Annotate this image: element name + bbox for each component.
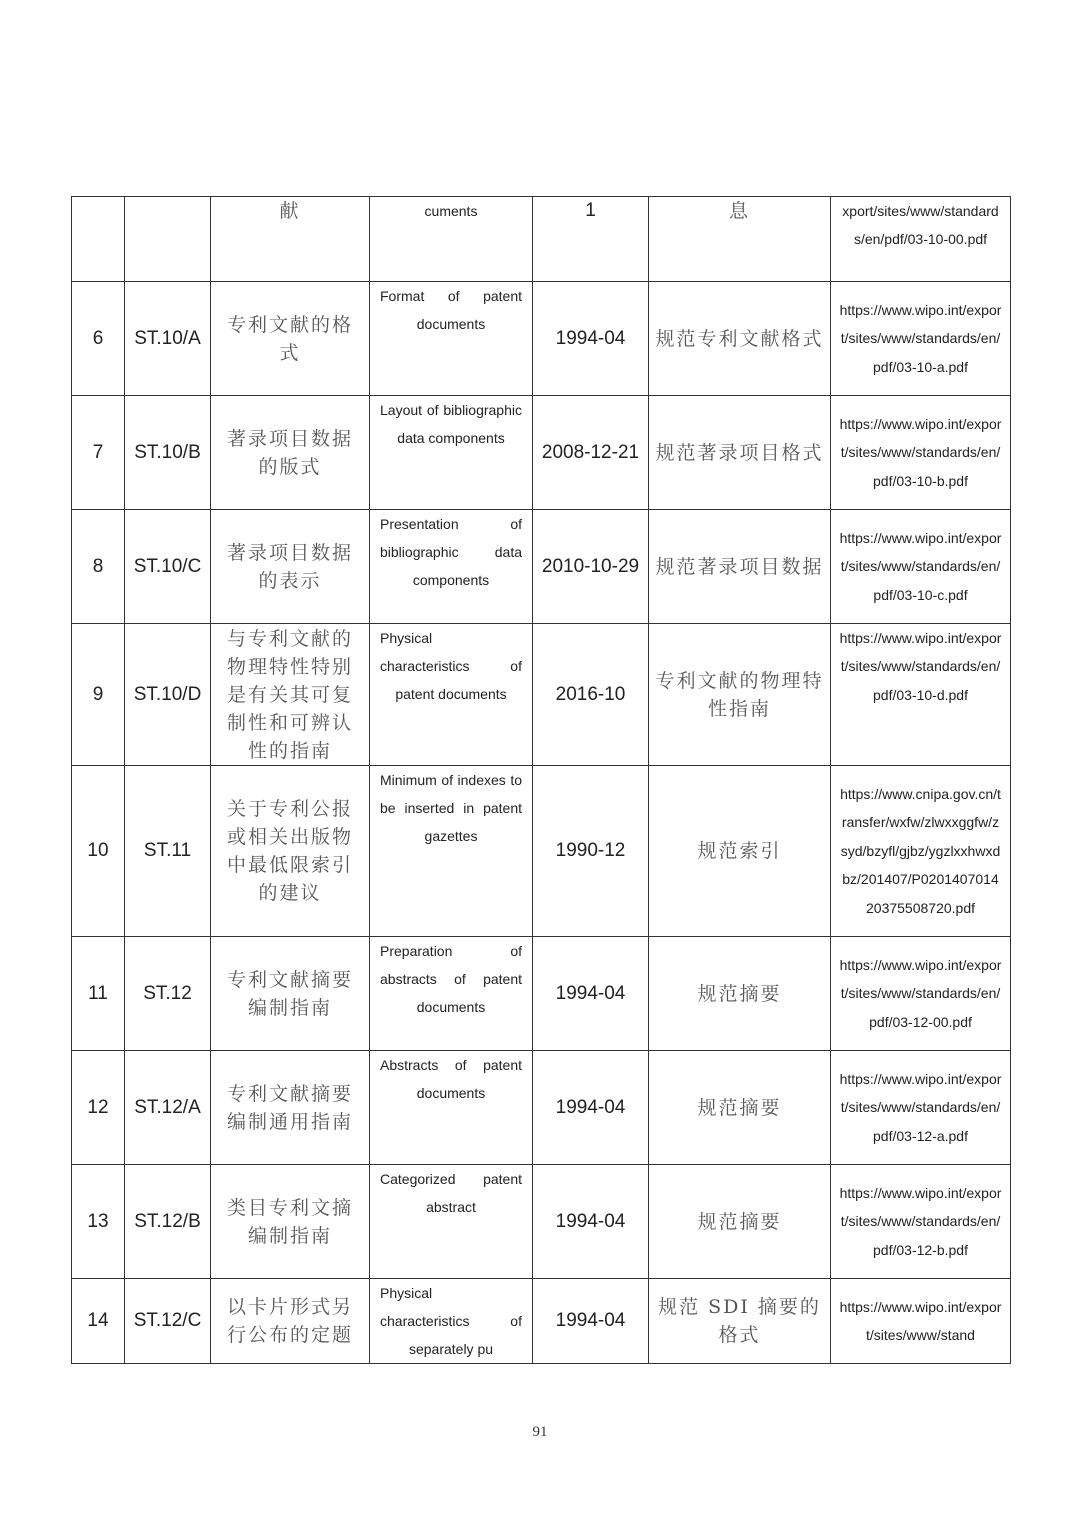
url-link[interactable]: https://www.wipo.int/export/sites/www/standards/en/pdf/03-10-c.pdf: [831, 510, 1011, 624]
title-chinese: 著录项目数据的表示: [211, 510, 370, 624]
title-english: Presentation of bibliographic data components: [370, 510, 533, 624]
title-english: Physical characteristics of separately pu: [370, 1279, 533, 1364]
purpose: 规范著录项目数据: [649, 510, 831, 624]
standard-code: [125, 197, 211, 282]
row-number: 14: [72, 1279, 125, 1364]
row-number: 10: [72, 766, 125, 937]
date: 1994-04: [533, 1051, 649, 1165]
page-number: 91: [532, 1424, 548, 1440]
purpose: 息: [649, 197, 831, 282]
table-row: [72, 766, 1011, 937]
table-row: [72, 510, 1011, 624]
url-link[interactable]: xport/sites/www/standards/en/pdf/03-10-00.pdf: [831, 197, 1011, 282]
url-link[interactable]: https://www.wipo.int/export/sites/www/standards/en/pdf/03-12-00.pdf: [831, 937, 1011, 1051]
title-english: cuments: [370, 197, 533, 282]
row-number: 12: [72, 1051, 125, 1165]
row-number: [72, 197, 125, 282]
date: 2016-10: [533, 624, 649, 766]
title-chinese: 专利文献的格式: [211, 282, 370, 396]
date: 1994-04: [533, 1165, 649, 1279]
standards-table: [71, 196, 1011, 1364]
date: 1990-12: [533, 766, 649, 937]
url-link[interactable]: https://www.wipo.int/export/sites/www/standards/en/pdf/03-12-a.pdf: [831, 1051, 1011, 1165]
url-link[interactable]: https://www.cnipa.gov.cn/transfer/wxfw/zlwxxggfw/zsyd/bzyfl/gjbz/ygzlxxhwxdbz/201407/P020140701420375508720.pdf: [831, 766, 1011, 937]
title-english: Physical characteristics of patent documents: [370, 624, 533, 766]
title-chinese: 献: [211, 197, 370, 282]
title-english: Layout of bibliographic data components: [370, 396, 533, 510]
title-chinese: 以卡片形式另行公布的定题: [211, 1279, 370, 1364]
standard-code: ST.10/A: [125, 282, 211, 396]
title-chinese: 与专利文献的物理特性特别是有关其可复制性和可辨认性的指南: [211, 624, 370, 766]
date: 1994-04: [533, 282, 649, 396]
row-number: 6: [72, 282, 125, 396]
purpose: 规范摘要: [649, 937, 831, 1051]
title-chinese: 关于专利公报或相关出版物中最低限索引的建议: [211, 766, 370, 937]
url-link[interactable]: https://www.wipo.int/export/sites/www/standards/en/pdf/03-12-b.pdf: [831, 1165, 1011, 1279]
table-row: [72, 282, 1011, 396]
row-number: 11: [72, 937, 125, 1051]
date: 1: [533, 197, 649, 282]
title-english: Categorized patent abstract: [370, 1165, 533, 1279]
date: 2010-10-29: [533, 510, 649, 624]
purpose: 规范 SDI 摘要的格式: [649, 1279, 831, 1364]
table-row: [72, 937, 1011, 1051]
title-chinese: 专利文献摘要编制通用指南: [211, 1051, 370, 1165]
table-row: [72, 624, 1011, 766]
url-link[interactable]: https://www.wipo.int/export/sites/www/standards/en/pdf/03-10-d.pdf: [831, 624, 1011, 766]
row-number: 13: [72, 1165, 125, 1279]
table-row: [72, 1279, 1011, 1364]
purpose: 规范专利文献格式: [649, 282, 831, 396]
date: 2008-12-21: [533, 396, 649, 510]
title-english: Abstracts of patent documents: [370, 1051, 533, 1165]
standard-code: ST.12: [125, 937, 211, 1051]
date: 1994-04: [533, 1279, 649, 1364]
standard-code: ST.10/C: [125, 510, 211, 624]
table-row: [72, 1051, 1011, 1165]
table-row: [72, 1165, 1011, 1279]
standard-code: ST.10/D: [125, 624, 211, 766]
standard-code: ST.12/B: [125, 1165, 211, 1279]
standard-code: ST.12/A: [125, 1051, 211, 1165]
purpose: 专利文献的物理特性指南: [649, 624, 831, 766]
row-number: 9: [72, 624, 125, 766]
url-link[interactable]: https://www.wipo.int/export/sites/www/standards/en/pdf/03-10-a.pdf: [831, 282, 1011, 396]
purpose: 规范索引: [649, 766, 831, 937]
standard-code: ST.10/B: [125, 396, 211, 510]
url-link[interactable]: https://www.wipo.int/export/sites/www/standards/en/pdf/03-10-b.pdf: [831, 396, 1011, 510]
title-chinese: 著录项目数据的版式: [211, 396, 370, 510]
url-link[interactable]: https://www.wipo.int/export/sites/www/stand: [831, 1279, 1011, 1364]
purpose: 规范著录项目格式: [649, 396, 831, 510]
title-english: Format of patent documents: [370, 282, 533, 396]
title-chinese: 类目专利文摘编制指南: [211, 1165, 370, 1279]
standard-code: ST.12/C: [125, 1279, 211, 1364]
purpose: 规范摘要: [649, 1051, 831, 1165]
purpose: 规范摘要: [649, 1165, 831, 1279]
title-chinese: 专利文献摘要编制指南: [211, 937, 370, 1051]
date: 1994-04: [533, 937, 649, 1051]
row-number: 7: [72, 396, 125, 510]
title-english: Minimum of indexes to be inserted in patent gazettes: [370, 766, 533, 937]
title-english: Preparation of abstracts of patent documents: [370, 937, 533, 1051]
row-number: 8: [72, 510, 125, 624]
standard-code: ST.11: [125, 766, 211, 937]
table-row: [72, 197, 1011, 282]
table-row: [72, 396, 1011, 510]
